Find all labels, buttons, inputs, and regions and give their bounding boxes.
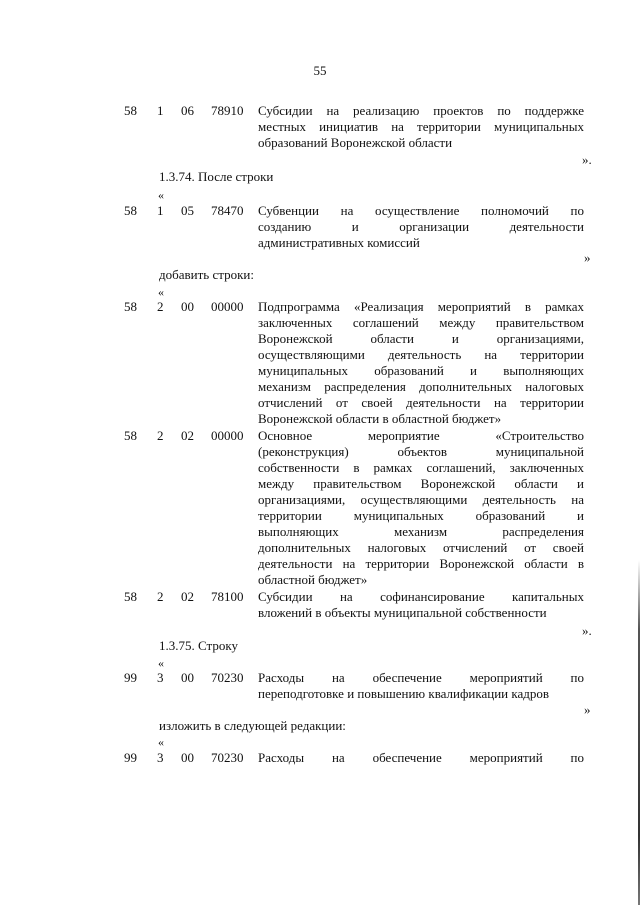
paragraph-text: изложить в следующей редакции: <box>159 718 346 733</box>
description-line: вложений в объекты муниципальной собственности <box>258 605 547 620</box>
paragraph-text: добавить строки: <box>159 267 254 282</box>
closing-quote: » <box>584 250 591 265</box>
paragraph-heading: 1.3.75. Строку <box>159 638 238 653</box>
description-line: муниципальных образований и выполняющих <box>258 363 584 378</box>
description-line: местных инициатив на территории муниципальных <box>258 119 584 134</box>
cell-code: 58 <box>124 203 137 218</box>
cell-code: 70230 <box>211 670 244 685</box>
description-line: собственности в рамках соглашений, заключенных <box>258 460 584 475</box>
cell-code: 78910 <box>211 103 244 118</box>
description-line: Расходы на обеспечение мероприятий по <box>258 670 584 685</box>
cell-code: 02 <box>181 428 194 443</box>
description-line: образований Воронежской области <box>258 135 453 150</box>
cell-code: 1 <box>157 103 164 118</box>
cell-code: 58 <box>124 428 137 443</box>
description-line: Воронежской области и организациями, <box>258 331 584 346</box>
cell-code: 58 <box>124 589 137 604</box>
description-line: Воронежской области в областной бюджет» <box>258 411 502 426</box>
description-line: Субвенции на осуществление полномочий по <box>258 203 584 218</box>
cell-code: 3 <box>157 750 164 765</box>
cell-code: 02 <box>181 589 194 604</box>
closing-quote: ». <box>582 623 592 638</box>
description-line: (реконструкция) объектов муниципальной <box>258 444 584 459</box>
description-line: административных комиссий <box>258 235 420 250</box>
cell-code: 00000 <box>211 428 244 443</box>
description-line: территории муниципальных образований и <box>258 508 584 523</box>
cell-code: 3 <box>157 670 164 685</box>
cell-code: 1 <box>157 203 164 218</box>
description-line: областной бюджет» <box>258 572 368 587</box>
description-line: дополнительных налоговых отчислений от своей <box>258 540 584 555</box>
cell-code: 00 <box>181 750 194 765</box>
cell-code: 00000 <box>211 299 244 314</box>
cell-code: 00 <box>181 670 194 685</box>
cell-code: 99 <box>124 670 137 685</box>
row-description <box>258 428 584 588</box>
cell-code: 58 <box>124 103 137 118</box>
cell-code: 06 <box>181 103 194 118</box>
description-line: осуществляющими деятельность на территории <box>258 347 584 362</box>
page-number: 55 <box>313 63 327 78</box>
row-description <box>258 589 584 621</box>
description-line: отчислений от своей деятельности на территории <box>258 395 584 410</box>
opening-quote: « <box>158 656 164 670</box>
description-line: Подпрограмма «Реализация мероприятий в рамках <box>258 299 584 314</box>
description-line: переподготовке и повышению квалификации кадров <box>258 686 550 701</box>
cell-code: 2 <box>157 299 164 314</box>
row-description <box>258 750 584 766</box>
row-description <box>258 299 584 427</box>
description-line: Субсидии на реализацию проектов по поддержке <box>258 103 584 118</box>
description-line: выполняющих механизм распределения <box>258 524 584 539</box>
closing-quote: » <box>584 702 591 717</box>
cell-code: 58 <box>124 299 137 314</box>
cell-code: 05 <box>181 203 194 218</box>
opening-quote: « <box>158 188 164 202</box>
row-description <box>258 670 584 702</box>
description-line: деятельности на территории Воронежской области в <box>258 556 584 571</box>
cell-code: 2 <box>157 589 164 604</box>
cell-code: 78470 <box>211 203 244 218</box>
description-line: Основное мероприятие «Строительство <box>258 428 584 443</box>
description-line: заключенных соглашений между правительством <box>258 315 584 330</box>
description-line: Субсидии на софинансирование капитальных <box>258 589 584 604</box>
cell-code: 78100 <box>211 589 244 604</box>
description-line: Расходы на обеспечение мероприятий по <box>258 750 584 765</box>
cell-code: 99 <box>124 750 137 765</box>
row-description <box>258 203 584 251</box>
description-line: механизм распределения дополнительных налоговых <box>258 379 584 394</box>
cell-code: 70230 <box>211 750 244 765</box>
description-line: организациями, осуществляющими деятельность на <box>258 492 584 507</box>
description-line: созданию и организации деятельности <box>258 219 584 234</box>
cell-code: 2 <box>157 428 164 443</box>
description-line: между правительством Воронежской области и <box>258 476 584 491</box>
paragraph-heading: 1.3.74. После строки <box>159 169 274 184</box>
opening-quote: « <box>158 735 164 749</box>
closing-quote: ». <box>582 152 592 167</box>
opening-quote: « <box>158 285 164 299</box>
cell-code: 00 <box>181 299 194 314</box>
row-description <box>258 103 584 151</box>
